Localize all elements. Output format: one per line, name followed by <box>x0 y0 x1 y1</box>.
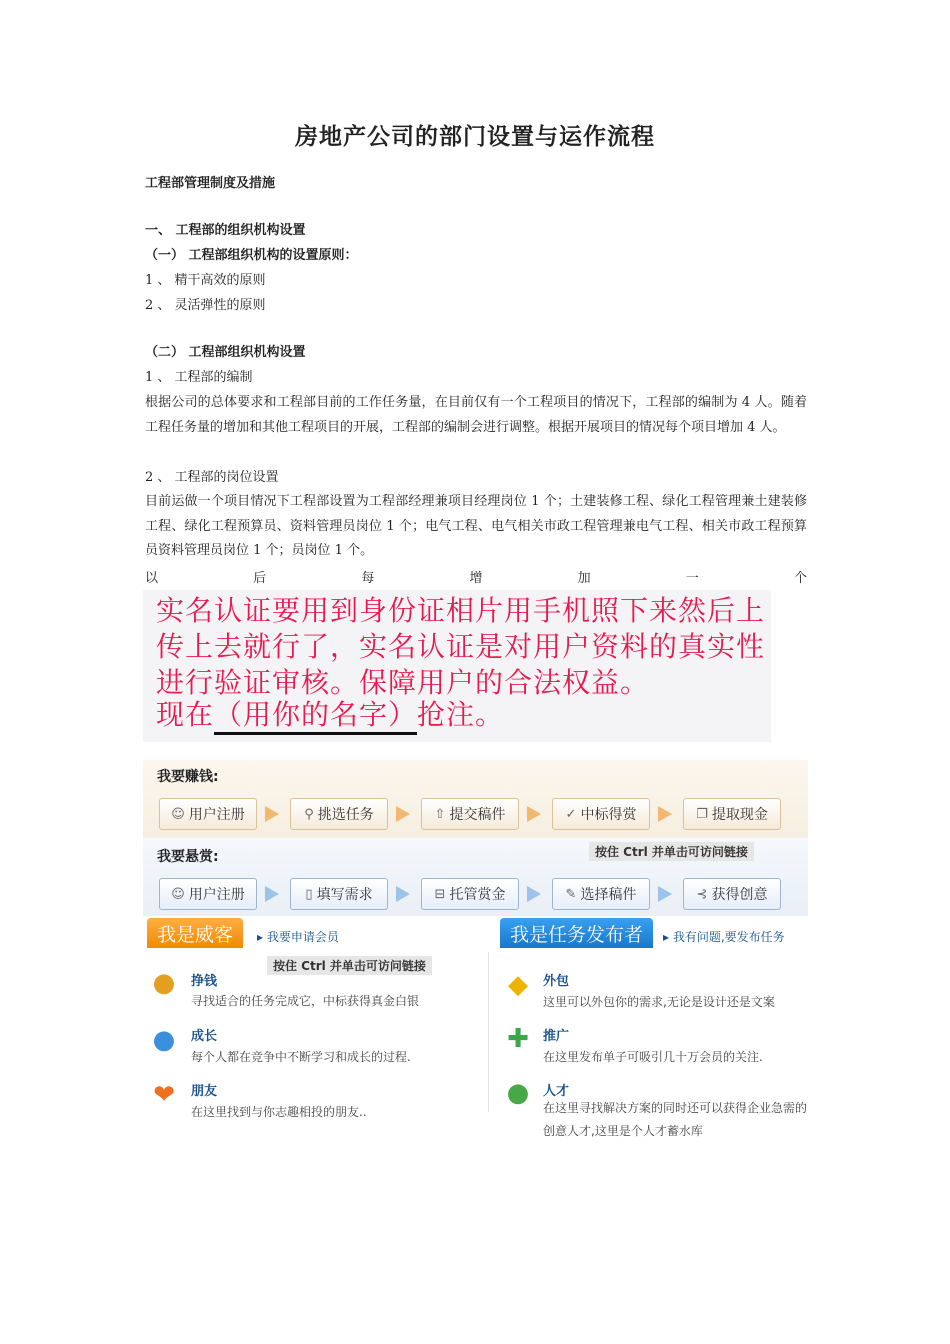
friends-desc: 在这里找到与你志趣相投的朋友.. <box>191 1105 367 1119</box>
check-icon: ✓ <box>565 806 577 822</box>
arrow-icon <box>265 886 279 902</box>
step-label: 选择稿件 <box>580 887 637 903</box>
bird-icon: ● <box>152 1025 176 1055</box>
promo-register: 抢注。 <box>417 698 505 731</box>
document-icon: ▯ <box>305 886 313 902</box>
witkey-badge: 我是威客 <box>147 918 243 948</box>
heart-icon: ❤ <box>153 1080 175 1110</box>
reward-label: 我要悬赏: <box>157 849 219 865</box>
talent-desc: 在这里寻找解决方案的同时还可以获得企业急需的创意人才,这里是个人才蓄水库 <box>543 1101 808 1138</box>
document-title: 房地产公司的部门设置与运作流程 <box>295 123 655 150</box>
users-icon: ● <box>506 1078 530 1108</box>
step-label: 提交稿件 <box>449 807 506 823</box>
cart-icon: ⊟ <box>434 886 446 902</box>
arrow-icon <box>396 886 410 902</box>
earn-step-submit[interactable] <box>421 798 519 830</box>
step-label: 托管赏金 <box>449 887 506 903</box>
step-label: 用户注册 <box>188 887 245 903</box>
earn-label: 我要赚钱: <box>157 769 219 785</box>
spread-char: 一 <box>685 571 699 586</box>
growth-desc: 每个人都在竞争中不断学习和成长的过程. <box>191 1050 411 1064</box>
step-label: 提取现金 <box>711 807 768 823</box>
outsource-title[interactable]: 外包 <box>543 974 570 989</box>
reward-step-fill[interactable] <box>290 878 388 910</box>
publisher-badge: 我是任务发布者 <box>500 918 653 948</box>
heading-1: 一、 工程部的组织机构设置 <box>145 223 306 238</box>
apply-member-link[interactable]: ▸ 我要申请会员 <box>257 928 339 945</box>
column-divider <box>488 952 489 1112</box>
user-icon: ☺ <box>171 886 185 902</box>
spread-line <box>145 567 807 586</box>
step-label: 挑选任务 <box>317 807 374 823</box>
principle-2: 2 、 灵活弹性的原则 <box>145 298 266 313</box>
paragraph-staffing: 根据公司的总体要求和工程部目前的工作任务量，在目前仅有一个工程项目的情况下，工程部的编制为 4 人。随着工程任务量的增加和其他工程项目的开展，工程部的编制会进行调整。根据开展项目的情况每个项目增加 4 人。 <box>145 395 807 435</box>
user-icon: ☺ <box>171 806 185 822</box>
promo-image <box>143 590 771 742</box>
heading-2b: （二） 工程部组织机构设置 <box>145 345 306 360</box>
spread-char: 每 <box>361 571 375 586</box>
section-subtitle: 工程部管理制度及措施 <box>145 176 276 191</box>
share-icon: ⊰ <box>696 886 708 902</box>
principle-1: 1 、 精干高效的原则 <box>145 273 266 288</box>
search-icon: ⚲ <box>304 806 314 822</box>
coins-icon: ● <box>152 968 176 998</box>
heading-2a: （一） 工程部组织机构的设置原则： <box>145 248 358 263</box>
reward-step-select[interactable] <box>552 878 650 910</box>
promote-title[interactable]: 推广 <box>543 1029 570 1044</box>
reward-step-escrow[interactable] <box>421 878 519 910</box>
earn-money-desc: 寻找适合的任务完成它，中标获得真金白银 <box>191 994 420 1008</box>
friends-title[interactable]: 朋友 <box>191 1084 218 1099</box>
item-staffing: 1 、 工程部的编制 <box>145 370 253 385</box>
arrow-icon <box>396 806 410 822</box>
spread-char: 加 <box>577 571 591 586</box>
paragraph-positions: 目前运做一个项目情况下工程部设置为工程部经理兼项目经理岗位 1 个；土建装修工程、绿化工程管理兼土建装修工程、绿化工程预算员、资料管理员岗位 1 个；电气工程、电气相关市政工程管理兼电气工程、相关市政工程预算员资料管理员岗位 1 个；员岗位 1 个。 <box>145 494 807 558</box>
earn-step-win[interactable] <box>552 798 650 830</box>
step-label: 获得创意 <box>711 887 768 903</box>
promo-name-placeholder: （用你的名字） <box>214 698 417 735</box>
reward-step-get[interactable] <box>683 878 781 910</box>
spread-char: 个 <box>793 571 807 586</box>
earn-step-pick[interactable] <box>290 798 388 830</box>
add-document-icon: ✚ <box>507 1024 529 1054</box>
spread-char: 增 <box>469 571 483 586</box>
earn-money-title[interactable]: 挣钱 <box>191 974 218 989</box>
item-positions: 2 、 工程部的岗位设置 <box>145 470 279 485</box>
publish-task-link[interactable]: ▸ 我有问题,要发布任务 <box>663 928 785 945</box>
promo-line-2: 传上去就行了，实名认证是对用户资料的真实性 <box>156 630 766 663</box>
spread-char: 以 <box>145 571 159 586</box>
outsource-desc: 这里可以外包你的需求,无论是设计还是文案 <box>543 995 775 1009</box>
earn-step-withdraw[interactable] <box>683 798 781 830</box>
reward-step-register[interactable] <box>159 878 257 910</box>
box-icon: ◆ <box>508 970 528 1000</box>
promo-line-1: 实名认证要用到身份证相片用手机照下来然后上 <box>156 594 766 627</box>
edit-icon: ✎ <box>565 886 577 902</box>
promo-now: 现在 <box>156 698 215 731</box>
task-flow-image <box>143 760 808 1152</box>
promo-line-4 <box>156 698 504 732</box>
arrow-icon <box>658 886 672 902</box>
step-label: 用户注册 <box>188 807 245 823</box>
ctrl-hint: 按住 Ctrl 并单击可访问链接 <box>267 956 432 975</box>
promote-desc: 在这里发布单子可吸引几十万会员的关注. <box>543 1050 763 1064</box>
promo-line-3: 进行验证审核。保障用户的合法权益。 <box>156 666 650 699</box>
arrow-icon <box>527 806 541 822</box>
step-label: 填写需求 <box>316 887 373 903</box>
arrow-icon <box>658 806 672 822</box>
step-label: 中标得赏 <box>580 807 637 823</box>
ctrl-hint: 按住 Ctrl 并单击可访问链接 <box>589 842 754 861</box>
earn-step-register[interactable] <box>159 798 257 830</box>
arrow-icon <box>265 806 279 822</box>
arrow-icon <box>527 886 541 902</box>
upload-icon: ⇧ <box>434 806 446 822</box>
growth-title[interactable]: 成长 <box>191 1029 218 1044</box>
copy-icon: ❐ <box>696 806 708 822</box>
spread-char: 后 <box>253 571 267 586</box>
talent-title[interactable]: 人才 <box>543 1084 570 1099</box>
